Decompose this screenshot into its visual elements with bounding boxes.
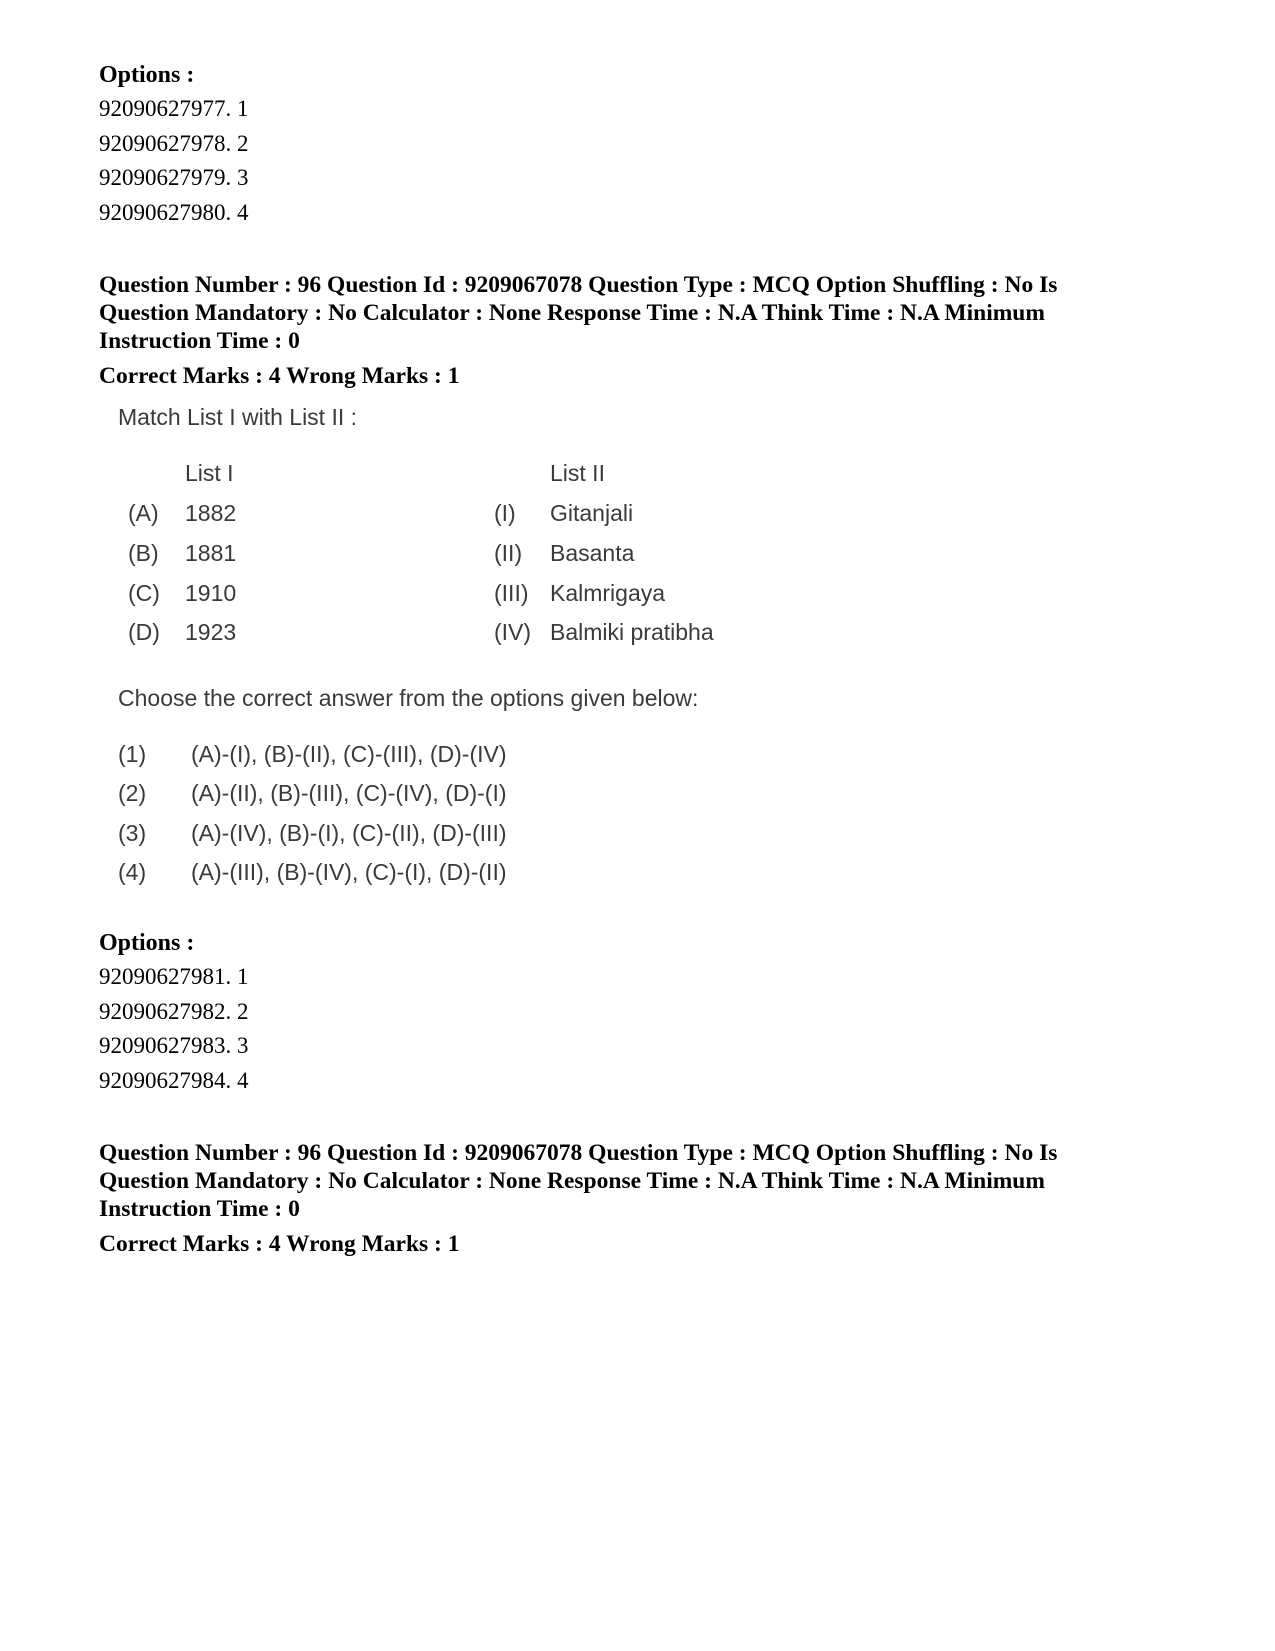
answer-text: (A)-(I), (B)-(II), (C)-(III), (D)-(IV) — [191, 741, 507, 767]
list2-value: Balmiki pratibha — [550, 619, 714, 645]
list2-value: Kalmrigaya — [550, 580, 666, 606]
answer-text: (A)-(III), (B)-(IV), (C)-(I), (D)-(II) — [191, 859, 507, 885]
question-meta-line: Question Number : 96 Question Id : 9209067078 Question Type : MCQ Option Shuffling : No Is — [99, 1140, 1058, 1166]
list1-key: (B) — [128, 540, 159, 566]
option-item: 92090627980. 4 — [99, 199, 249, 225]
list2-key: (I) — [494, 500, 516, 526]
question-header — [99, 271, 1179, 390]
list1-value: 1882 — [185, 500, 237, 526]
option-item: 92090627982. 2 — [99, 998, 249, 1024]
list2-value: Gitanjali — [550, 500, 634, 526]
option-item: 92090627978. 2 — [99, 130, 249, 156]
list1-key: (D) — [128, 619, 160, 645]
question-body — [99, 399, 759, 916]
option-item: 92090627981. 1 — [99, 964, 249, 989]
question-meta-line: Question Number : 96 Question Id : 9209067078 Question Type : MCQ Option Shuffling : No Is — [99, 272, 1058, 298]
list1-value: 1923 — [185, 619, 237, 645]
question-marks: Correct Marks : 4 Wrong Marks : 1 — [99, 1231, 460, 1257]
answer-number: (4) — [118, 859, 147, 885]
question-prompt: Match List I with List II : — [118, 404, 358, 430]
option-item: 92090627984. 4 — [99, 1067, 249, 1093]
options-block-bottom — [99, 926, 1179, 1098]
question-meta-line: Question Mandatory : No Calculator : None Response Time : N.A Think Time : N.A Minimum — [99, 300, 1045, 326]
options-label: Options : — [99, 62, 195, 88]
answer-text: (A)-(IV), (B)-(I), (C)-(II), (D)-(III) — [191, 820, 507, 846]
list2-key: (II) — [494, 540, 523, 566]
list2-value: Basanta — [550, 540, 635, 566]
list2-key: (IV) — [494, 619, 532, 645]
answer-number: (3) — [118, 820, 147, 846]
option-item: 92090627977. 1 — [99, 96, 249, 121]
answer-number: (1) — [118, 741, 147, 767]
document-page — [99, 58, 1179, 1258]
option-item: 92090627979. 3 — [99, 165, 249, 190]
answer-text: (A)-(II), (B)-(III), (C)-(IV), (D)-(I) — [191, 780, 507, 806]
question-meta-line: Instruction Time : 0 — [99, 328, 300, 354]
question-meta-line: Question Mandatory : No Calculator : None Response Time : N.A Think Time : N.A Minimum — [99, 1168, 1045, 1194]
list1-header: List I — [185, 460, 234, 486]
list1-value: 1881 — [185, 540, 237, 566]
question-marks: Correct Marks : 4 Wrong Marks : 1 — [99, 363, 460, 389]
question-meta-line: Instruction Time : 0 — [99, 1196, 300, 1222]
list1-key: (C) — [128, 580, 160, 606]
choose-instruction: Choose the correct answer from the options given below: — [118, 685, 699, 711]
list1-key: (A) — [128, 500, 159, 526]
option-item: 92090627983. 3 — [99, 1033, 249, 1058]
question-header-next — [99, 1139, 1179, 1258]
list2-key: (III) — [494, 580, 529, 606]
list2-header: List II — [550, 460, 605, 486]
options-block-top — [99, 58, 1179, 230]
answer-number: (2) — [118, 780, 147, 806]
options-label: Options : — [99, 930, 195, 956]
list1-value: 1910 — [185, 580, 237, 606]
